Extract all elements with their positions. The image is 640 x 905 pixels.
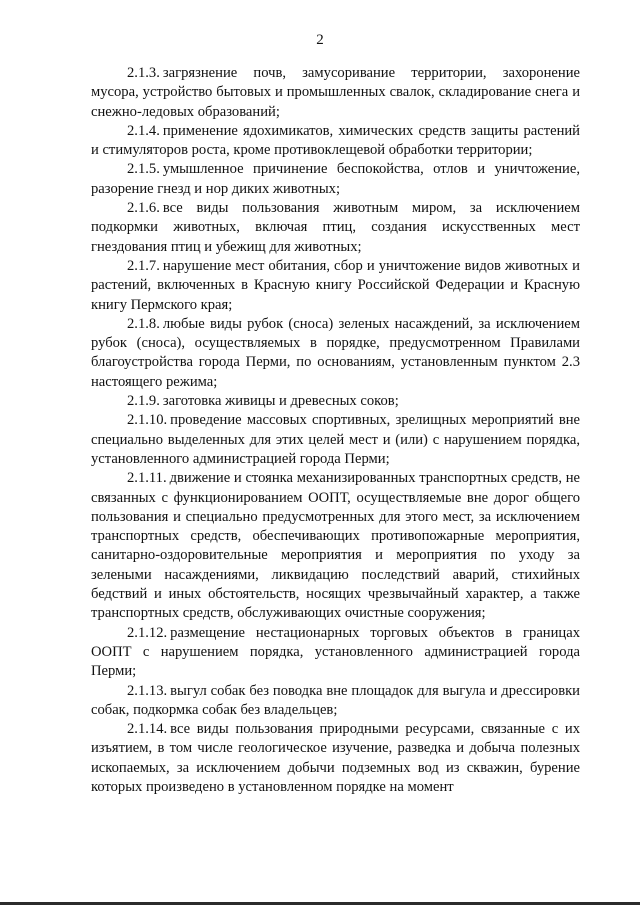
list-item [91,624,580,682]
list-item [91,411,580,469]
item-text: все виды пользования природными ресурсами, связанные с их изъятием, в том числе геологическое изучение, разведка и добыча полезных ископаемых, за исключением добычи подземных вод из скважин, бурение которых произведено в установленном порядке на момент [91,721,580,795]
list-item [91,160,580,199]
item-text: заготовка живицы и древесных соков; [162,393,399,410]
item-text: умышленное причинение беспокойства, отлов и уничтожение, разорение гнезд и нор диких животных; [91,161,580,197]
item-number: 2.1.6. [127,200,160,217]
item-number: 2.1.4. [127,122,160,139]
list-item [91,257,580,315]
list-item [91,682,580,721]
item-text: любые виды рубок (сноса) зеленых насаждений, за исключением рубок (сноса), осуществляемых в порядке, предусмотренном Правилами благоустройства города Перми, по основаниям, установленным пунктом 2.3 настоящего режима; [91,315,580,390]
list-item [91,199,580,257]
list-item [91,392,580,411]
list-item [91,122,580,161]
item-number: 2.1.14. [127,721,168,738]
item-number: 2.1.11. [127,470,167,487]
document-body [91,64,580,797]
page-number: 2 [316,32,324,48]
item-number: 2.1.10. [127,412,168,429]
item-text: размещение нестационарных торговых объектов в границах ООПТ с нарушением порядка, установленного администрацией города Перми; [91,624,580,680]
item-text: проведение массовых спортивных, зрелищных мероприятий вне специально выделенных для этих целей мест и (или) с нарушением порядка, установленного администрацией города Перми; [91,412,580,467]
item-text: все виды пользования животным миром, за исключением подкормки животных, включая птиц, создания искусственных мест гнездования птиц и убежищ для животных; [91,200,580,255]
item-text: выгул собак без поводка вне площадок для выгула и дрессировки собак, подкормка собак без владельцев; [91,682,580,718]
item-number: 2.1.12. [127,624,168,641]
list-item [91,469,580,623]
item-text: применение ядохимикатов, химических средств защиты растений и стимуляторов роста, кроме противоклещевой обработки территории; [91,122,580,159]
item-number: 2.1.8. [127,315,160,332]
list-item [91,720,580,797]
item-number: 2.1.9. [127,393,160,410]
item-number: 2.1.13. [127,682,168,699]
item-number: 2.1.3. [127,65,160,81]
list-item [91,64,580,122]
item-number: 2.1.5. [127,161,160,178]
list-item [91,315,580,392]
item-number: 2.1.7. [127,257,160,274]
item-text: загрязнение почв, замусоривание территории, захоронение мусора, устройство бытовых и промышленных свалок, складирование снега и снежно-ледовых образований; [91,65,580,120]
item-text: движение и стоянка механизированных транспортных средств, не связанных с функционированием ООПТ, осуществляемые вне дорог общего пользования и специально предусмотренных для этого мест, за исключением транспортных средств, обеспечивающих противопожарные мероприятия, санитарно-оздоровительные мероприятия и мероприятия по уходу за зелеными насаждениями, ликвидацию последствий аварий, стихийных бедствий и иных обстоятельств, носящих чрезвычайный характер, а также транспортных средств, обслуживающих очистные сооружения; [91,470,580,622]
item-text: нарушение мест обитания, сбор и уничтожение видов животных и растений, включенных в Красную книгу Российской Федерации и Красную книгу Пермского края; [91,257,580,313]
